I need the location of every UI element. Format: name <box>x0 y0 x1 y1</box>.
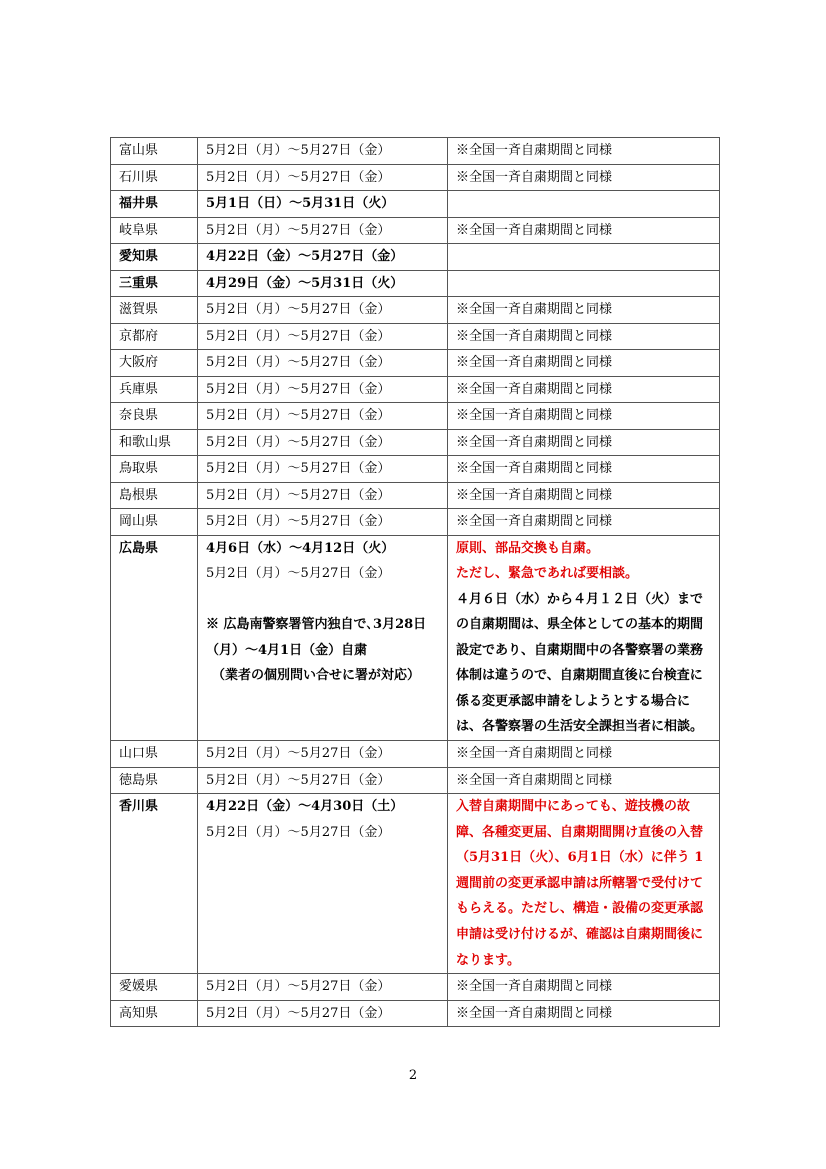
prefecture-cell: 石川県 <box>111 164 198 191</box>
period-cell: 5月2日（月）～5月27日（金） <box>198 376 448 403</box>
period-cell <box>198 794 448 974</box>
prefecture-cell: 大阪府 <box>111 350 198 377</box>
prefecture-cell: 富山県 <box>111 138 198 165</box>
table-row <box>111 323 720 350</box>
period-cell: 5月2日（月）～5月27日（金） <box>198 138 448 165</box>
prefecture-cell: 福井県 <box>111 191 198 218</box>
period-cell: 5月2日（月）～5月27日（金） <box>198 1000 448 1027</box>
prefecture-cell: 京都府 <box>111 323 198 350</box>
period-cell: 5月2日（月）～5月27日（金） <box>198 456 448 483</box>
period-cell: 5月2日（月）～5月27日（金） <box>198 482 448 509</box>
period-cell <box>198 535 448 741</box>
prefecture-cell: 愛媛県 <box>111 974 198 1001</box>
note-cell: ※全国一斉自粛期間と同様 <box>448 974 720 1001</box>
prefecture-cell: 奈良県 <box>111 403 198 430</box>
note-cell <box>448 794 720 974</box>
prefecture-cell: 山口県 <box>111 741 198 768</box>
note-cell: ※全国一斉自粛期間と同様 <box>448 403 720 430</box>
period-cell: 5月2日（月）～5月27日（金） <box>198 217 448 244</box>
period-cell: 5月2日（月）～5月27日（金） <box>198 297 448 324</box>
note-cell: ※全国一斉自粛期間と同様 <box>448 741 720 768</box>
table-row-kagawa <box>111 794 720 974</box>
table-row-hiroshima <box>111 535 720 741</box>
note-cell: ※全国一斉自粛期間と同様 <box>448 297 720 324</box>
prefecture-cell: 高知県 <box>111 1000 198 1027</box>
prefecture-cell: 鳥取県 <box>111 456 198 483</box>
table-row <box>111 217 720 244</box>
note-cell: ※全国一斉自粛期間と同様 <box>448 482 720 509</box>
period-main: 4月6日（水）～4月12日（火） <box>206 540 395 556</box>
table-row <box>111 974 720 1001</box>
prefecture-cell: 滋賀県 <box>111 297 198 324</box>
table-row <box>111 244 720 271</box>
note-cell <box>448 191 720 218</box>
period-cell: 4月22日（金）～5月27日（金） <box>198 244 448 271</box>
note-red-1: 原則、部品交換も自粛。 <box>456 540 600 556</box>
table-body <box>111 138 720 1027</box>
page-number: 2 <box>408 1068 418 1083</box>
period-cell: 5月2日（月）～5月27日（金） <box>198 974 448 1001</box>
spacer <box>206 587 447 613</box>
note-cell: ※全国一斉自粛期間と同様 <box>448 164 720 191</box>
table-row <box>111 350 720 377</box>
prefecture-cell: 兵庫県 <box>111 376 198 403</box>
table-row <box>111 191 720 218</box>
table-row <box>111 741 720 768</box>
prefecture-schedule-table <box>110 137 720 1027</box>
note-cell: ※全国一斉自粛期間と同様 <box>448 767 720 794</box>
prefecture-cell: 島根県 <box>111 482 198 509</box>
period-cell: 5月2日（月）～5月27日（金） <box>198 509 448 536</box>
note-detail: ４月６日（水）から４月１２日（火）までの自粛期間は、県全体としての基本的期間設定であり、自粛期間中の各警察署の業務体制は違うので、自粛期間直後に台検査に係る変更承認申請をしようとする場合には、各警察署の生活安全課担当者に相談。 <box>456 591 704 735</box>
table-row <box>111 429 720 456</box>
prefecture-cell: 愛知県 <box>111 244 198 271</box>
table-row <box>111 270 720 297</box>
note-red-2: ただし、緊急であれば要相談。 <box>456 566 639 581</box>
note-cell: ※全国一斉自粛期間と同様 <box>448 138 720 165</box>
note-red: 入替自粛期間中にあっても、遊技機の故障、各種変更届、自粛期間開け直後の入替（5月31日（火）、6月1日（水）に伴う 1 週間前の変更承認申請は所轄署で受付けてもらえる。ただし、構造・設備の変更承認申請は受け付けるが、確認は自粛期間後になります。 <box>456 799 704 968</box>
note-cell <box>448 270 720 297</box>
note-cell: ※全国一斉自粛期間と同様 <box>448 217 720 244</box>
period-main: 4月22日（金）～4月30日（土） <box>206 799 404 815</box>
prefecture-cell: 香川県 <box>111 794 198 974</box>
period-cell: 5月2日（月）～5月27日（金） <box>198 164 448 191</box>
sub-note-2: （業者の個別問い合せに署が対応） <box>212 668 421 684</box>
note-cell: ※全国一斉自粛期間と同様 <box>448 1000 720 1027</box>
note-cell: ※全国一斉自粛期間と同様 <box>448 509 720 536</box>
prefecture-cell: 和歌山県 <box>111 429 198 456</box>
table-row <box>111 403 720 430</box>
period-cell: 5月2日（月）～5月27日（金） <box>198 767 448 794</box>
table-row <box>111 297 720 324</box>
prefecture-cell: 岡山県 <box>111 509 198 536</box>
table-row <box>111 482 720 509</box>
prefecture-cell: 三重県 <box>111 270 198 297</box>
period-cell: 5月1日（日）～5月31日（火） <box>198 191 448 218</box>
note-cell <box>448 535 720 741</box>
period-cell: 5月2日（月）～5月27日（金） <box>198 350 448 377</box>
table-row <box>111 138 720 165</box>
period-cell: 5月2日（月）～5月27日（金） <box>198 741 448 768</box>
note-cell: ※全国一斉自粛期間と同様 <box>448 429 720 456</box>
period-cell: 5月2日（月）～5月27日（金） <box>198 429 448 456</box>
note-cell <box>448 244 720 271</box>
table-row <box>111 509 720 536</box>
table-row <box>111 376 720 403</box>
table-row <box>111 456 720 483</box>
table-row <box>111 1000 720 1027</box>
prefecture-cell: 徳島県 <box>111 767 198 794</box>
prefecture-cell: 広島県 <box>111 535 198 741</box>
table-row <box>111 164 720 191</box>
note-cell: ※全国一斉自粛期間と同様 <box>448 323 720 350</box>
table-row <box>111 767 720 794</box>
prefecture-cell: 岐阜県 <box>111 217 198 244</box>
period-national: 5月2日（月）～5月27日（金） <box>206 566 391 581</box>
period-cell: 4月29日（金）～5月31日（火） <box>198 270 448 297</box>
note-cell: ※全国一斉自粛期間と同様 <box>448 350 720 377</box>
note-cell: ※全国一斉自粛期間と同様 <box>448 456 720 483</box>
note-cell: ※全国一斉自粛期間と同様 <box>448 376 720 403</box>
sub-note: ※ 広島南警察署管内独自で､3月28日（月）～4月1日（金）自粛 <box>206 617 427 658</box>
period-national: 5月2日（月）～5月27日（金） <box>206 824 391 840</box>
period-cell: 5月2日（月）～5月27日（金） <box>198 403 448 430</box>
period-cell: 5月2日（月）～5月27日（金） <box>198 323 448 350</box>
